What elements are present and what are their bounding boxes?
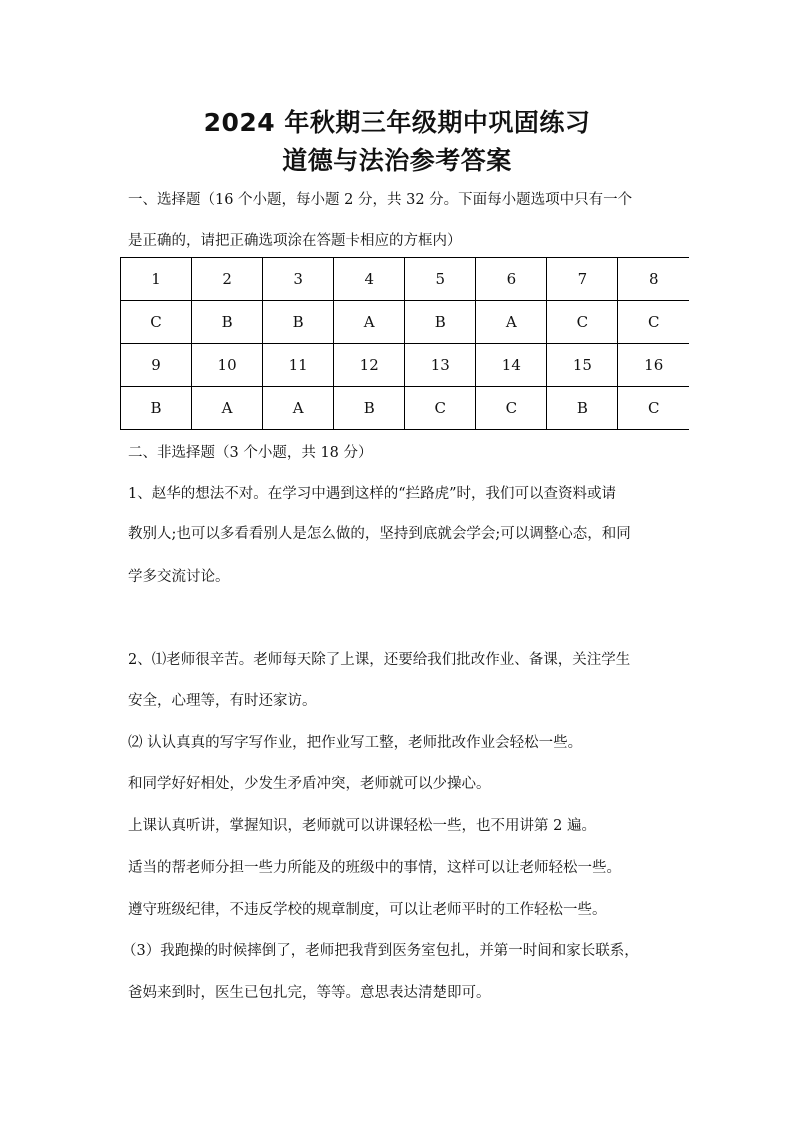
table-cell: 15 xyxy=(547,344,618,387)
table-cell: 9 xyxy=(121,344,192,387)
table-cell: 10 xyxy=(192,344,263,387)
table-cell: C xyxy=(476,387,547,430)
table-cell: B xyxy=(547,387,618,430)
q1-line: 1、赵华的想法不对。在学习中遇到这样的“拦路虎”时，我们可以查资料或请 xyxy=(128,486,617,502)
title-line-2: 道德与法治参考答案 xyxy=(282,146,512,175)
answer-table xyxy=(120,257,689,430)
section1-heading: 一、选择题（16 个小题，每小题 2 分，共 32 分。下面每小题选项中只有一个 xyxy=(128,192,633,208)
table-cell: 13 xyxy=(405,344,476,387)
table-cell: B xyxy=(192,301,263,344)
table-cell: 2 xyxy=(192,258,263,301)
table-cell: B xyxy=(263,301,334,344)
table-cell: 11 xyxy=(263,344,334,387)
table-cell: C xyxy=(618,387,689,430)
table-row xyxy=(121,258,690,301)
q2-line: 2、⑴老师很辛苦。老师每天除了上课，还要给我们批改作业、备课，关注学生 xyxy=(128,652,631,668)
q2-line: 和同学好好相处，少发生矛盾冲突，老师就可以少操心。 xyxy=(128,776,491,792)
table-cell: A xyxy=(192,387,263,430)
table-cell: 12 xyxy=(334,344,405,387)
table-cell: B xyxy=(405,301,476,344)
q2-line: ⑵ 认认真真的写字写作业，把作业写工整，老师批改作业会轻松一些。 xyxy=(128,735,583,751)
table-cell: 14 xyxy=(476,344,547,387)
table-cell: 7 xyxy=(547,258,618,301)
table-cell: C xyxy=(405,387,476,430)
q2-line: 爸妈来到时，医生已包扎完，等等。意思表达清楚即可。 xyxy=(128,985,491,1001)
table-cell: A xyxy=(334,301,405,344)
q1-line: 教别人;也可以多看看别人是怎么做的，坚持到底就会学会;可以调整心态，和同 xyxy=(128,526,631,542)
table-cell: 5 xyxy=(405,258,476,301)
table-cell: A xyxy=(263,387,334,430)
table-cell: A xyxy=(476,301,547,344)
q2-line: 上课认真听讲，掌握知识，老师就可以讲课轻松一些，也不用讲第 2 遍。 xyxy=(128,818,596,834)
table-cell: 16 xyxy=(618,344,689,387)
table-row xyxy=(121,387,690,430)
section1-heading-cont: 是正确的，请把正确选项涂在答题卡相应的方框内） xyxy=(128,233,462,249)
table-cell: 8 xyxy=(618,258,689,301)
table-cell: C xyxy=(618,301,689,344)
section2-heading: 二、非选择题（3 个小题，共 18 分） xyxy=(128,445,373,461)
table-cell: C xyxy=(547,301,618,344)
table-cell: 4 xyxy=(334,258,405,301)
table-cell: B xyxy=(334,387,405,430)
q2-line: （3）我跑操的时候摔倒了，老师把我背到医务室包扎，并第一时间和家长联系， xyxy=(122,943,639,959)
table-cell: C xyxy=(121,301,192,344)
title-line-1: 2024 年秋期三年级期中巩固练习 xyxy=(203,108,591,137)
table-row xyxy=(121,301,690,344)
table-cell: 3 xyxy=(263,258,334,301)
q2-line: 安全，心理等，有时还家访。 xyxy=(128,693,317,709)
q1-line: 学多交流讨论。 xyxy=(128,569,230,585)
table-cell: B xyxy=(121,387,192,430)
q2-line: 适当的帮老师分担一些力所能及的班级中的事情，这样可以让老师轻松一些。 xyxy=(128,860,621,876)
table-cell: 6 xyxy=(476,258,547,301)
table-cell: 1 xyxy=(121,258,192,301)
table-row xyxy=(121,344,690,387)
q2-line: 遵守班级纪律，不违反学校的规章制度，可以让老师平时的工作轻松一些。 xyxy=(128,902,607,918)
